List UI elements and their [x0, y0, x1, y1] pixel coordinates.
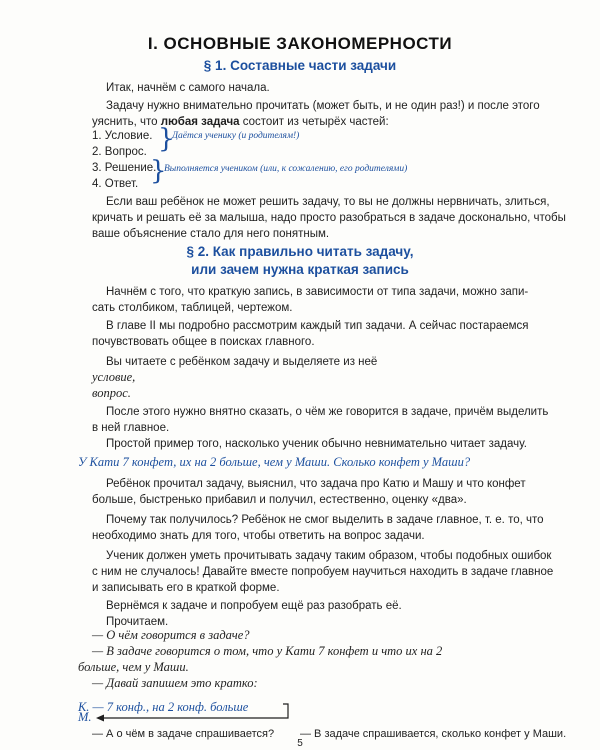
s2-paragraph-9: Вернёмся к задаче и попробуем ещё раз разобрать её.	[106, 600, 402, 612]
dialog-line-2b: больше, чем у Маши.	[78, 660, 189, 674]
dialog-line-4: — А о чём в задаче спрашивается?	[92, 728, 275, 740]
s2-paragraph-10: Прочитаем.	[106, 616, 169, 628]
s2-paragraph-4-line-2: в ней главное.	[92, 422, 170, 434]
part-4: 4. Ответ.	[92, 178, 139, 190]
s1-paragraph-3-line-2: кричать и решать её за малыша, надо просто разобраться в задаче досконально, чтобы	[92, 212, 566, 224]
part-1: 1. Условие.	[92, 130, 153, 142]
dialog-line-5: — В задаче спрашивается, сколько конфет у Маши.	[300, 728, 567, 740]
s2-paragraph-8-line-2: с ним не случалось! Давайте вместе попробуем научиться находить в задаче главное	[92, 566, 554, 578]
chapter-title: I. ОСНОВНЫЕ ЗАКОНОМЕРНОСТИ	[147, 34, 453, 53]
dialog-line-3: — Давай запишем это кратко:	[92, 676, 258, 690]
s1-paragraph-2-line-1: Задачу нужно внимательно прочитать (может быть, и не один раз!) и после этого	[106, 100, 540, 112]
s2-paragraph-2-line-2: почувствовать общее в поисках главного.	[92, 336, 315, 348]
note-performed: Выполняется учеником (или, к сожалению, его родителями)	[164, 164, 408, 174]
section-2-title-line-2: или зачем нужна краткая запись	[191, 262, 409, 277]
s1-paragraph-3-line-3: ваше объяснение стало для него понятным.	[92, 228, 330, 240]
item-condition: условие,	[92, 370, 136, 384]
part-3: 3. Решение.	[92, 162, 157, 174]
item-question: вопрос.	[92, 386, 131, 400]
short-record-line-1: К. — 7 конф., на 2 конф. больше	[78, 700, 249, 714]
bold-phrase: любая задача	[160, 116, 240, 128]
s2-paragraph-6-line-1: Ребёнок прочитал задачу, выяснил, что задача про Катю и Машу и что конфет	[106, 478, 526, 490]
section-2-title-line-1: § 2. Как правильно читать задачу,	[186, 244, 414, 259]
s2-paragraph-7-line-2: необходимо знать для того, чтобы ответить на вопрос задачи.	[92, 530, 425, 542]
dialog-line-2a: — В задаче говорится о том, что у Кати 7 конфет и что их на 2	[92, 644, 443, 658]
s1-paragraph-1: Итак, начнём с самого начала.	[106, 82, 270, 94]
s2-paragraph-4-line-1: После этого нужно внятно сказать, о чём же говорится в задаче, причём выделить	[106, 406, 549, 418]
s2-paragraph-2-line-1: В главе II мы подробно рассмотрим каждый тип задачи. А сейчас постараемся	[106, 320, 529, 332]
s1-paragraph-3-line-1: Если ваш ребёнок не может решить задачу, то вы не должны нервничать, злиться,	[106, 196, 550, 208]
s2-paragraph-1-line-2: сать столбиком, таблицей, чертежом.	[92, 302, 293, 314]
section-1-title: § 1. Составные части задачи	[203, 58, 397, 73]
note-given: Даётся ученику (и родителям!)	[172, 131, 300, 141]
problem-statement: У Кати 7 конфет, их на 2 больше, чем у Маши. Сколько конфет у Маши?	[78, 455, 471, 469]
s2-paragraph-8-line-1: Ученик должен уметь прочитывать задачу таким образом, чтобы подобных ошибок	[106, 550, 552, 562]
s2-paragraph-6-line-2: больше, быстренько прибавил и получил, естественно, оценку «два».	[92, 494, 467, 506]
s2-paragraph-7-line-1: Почему так получилось? Ребёнок не смог выделить в задаче главное, т. е. то, что	[106, 514, 544, 526]
s2-paragraph-8-line-3: и записывать его в краткой форме.	[92, 582, 280, 594]
s1-paragraph-2-line-2: уяснить, что любая задача состоит из четырёх частей:	[92, 116, 389, 128]
brace-2-icon: }	[150, 156, 167, 186]
short-record-line-2: М.	[78, 710, 92, 724]
brace-1-icon: }	[158, 124, 175, 154]
part-2: 2. Вопрос.	[92, 146, 147, 158]
dialog-line-1: — О чём говорится в задаче?	[92, 628, 250, 642]
s2-paragraph-5: Простой пример того, насколько ученик обычно невнимательно читает задачу.	[106, 438, 527, 450]
s2-paragraph-1-line-1: Начнём с того, что краткую запись, в зависимости от типа задачи, можно запи-	[106, 286, 529, 298]
page-number: 5	[297, 738, 303, 749]
s2-paragraph-3: Вы читаете с ребёнком задачу и выделяете из неё	[106, 356, 378, 368]
